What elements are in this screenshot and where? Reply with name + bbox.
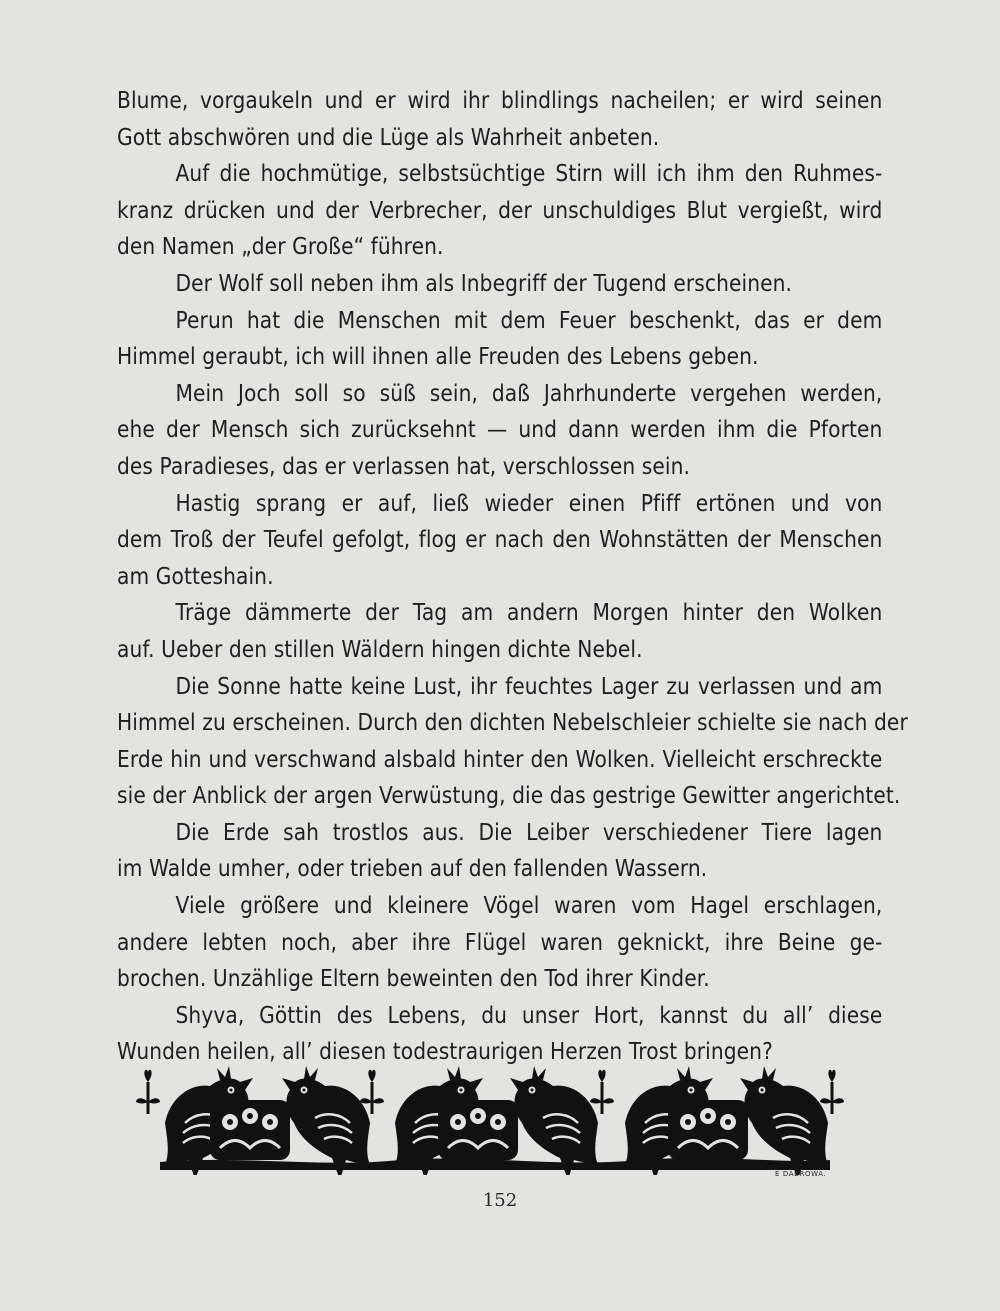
text-line: Gott abschwören und die Lüge als Wahrheit anbeten. <box>117 122 660 151</box>
text-line: Träge dämmerte der Tag am andern Morgen hinter den Wolken <box>175 598 883 627</box>
text-line: Mein Joch soll so süß sein, daß Jahrhunderte vergehen werden, <box>175 378 883 407</box>
text-line: Viele größere und kleinere Vögel waren vom Hagel erschlagen, <box>175 891 883 920</box>
text-line: Himmel geraubt, ich will ihnen alle Freuden des Lebens geben. <box>117 342 759 371</box>
page-number: 152 <box>482 1190 518 1211</box>
text-line: sie der Anblick der argen Verwüstung, die das gestrige Gewitter angerichtet. <box>117 781 901 810</box>
text-line: kranz drücken und der Verbrecher, der unschuldiges Blut vergießt, wird <box>117 195 883 224</box>
text-line: Erde hin und verschwand alsbald hinter den Wolken. Vielleicht erschreckte <box>117 744 883 773</box>
text-line: des Paradieses, das er verlassen hat, verschlossen sein. <box>117 451 691 480</box>
text-line: Shyva, Göttin des Lebens, du unser Hort, kannst du all’ diese <box>175 1000 883 1029</box>
text-line: Wunden heilen, all’ diesen todestraurigen Herzen Trost bringen? <box>117 1037 773 1066</box>
text-line: Perun hat die Menschen mit dem Feuer beschenkt, das er dem <box>175 305 883 334</box>
text-line: Blume, vorgaukeln und er wird ihr blindlings nacheilen; er wird seinen <box>117 86 883 114</box>
decorative-bird-border <box>120 1060 860 1175</box>
text-line: dem Troß der Teufel gefolgt, flog er nach den Wohnstätten der Menschen <box>117 525 883 554</box>
text-line: ehe der Mensch sich zurücksehnt — und dann werden ihm die Pforten <box>117 415 883 444</box>
text-line: am Gotteshain. <box>117 561 274 590</box>
body-text <box>117 82 908 1070</box>
text-line: Der Wolf soll neben ihm als Inbegriff der Tugend erscheinen. <box>175 268 793 297</box>
text-line: Die Sonne hatte keine Lust, ihr feuchtes Lager zu verlassen und am <box>175 671 883 700</box>
text-line: Auf die hochmütige, selbstsüchtige Stirn will ich ihm den Ruhmes- <box>175 159 883 188</box>
text-line: brochen. Unzählige Eltern beweinten den Tod ihrer Kinder. <box>117 964 710 993</box>
artist-signature: E DABROWA. <box>775 1170 827 1178</box>
text-line: Hastig sprang er auf, ließ wieder einen Pfiff ertönen und von <box>175 488 883 517</box>
text-line: auf. Ueber den stillen Wäldern hingen dichte Nebel. <box>117 634 643 663</box>
text-line: Die Erde sah trostlos aus. Die Leiber verschiedener Tiere lagen <box>175 817 883 846</box>
text-line: Himmel zu erscheinen. Durch den dichten Nebelschleier schielte sie nach der <box>117 708 908 737</box>
text-line: den Namen „der Große“ führen. <box>117 232 444 261</box>
text-line: im Walde umher, oder trieben auf den fallenden Wassern. <box>117 854 708 883</box>
text-line: andere lebten noch, aber ihre Flügel waren geknickt, ihre Beine ge- <box>117 927 883 956</box>
